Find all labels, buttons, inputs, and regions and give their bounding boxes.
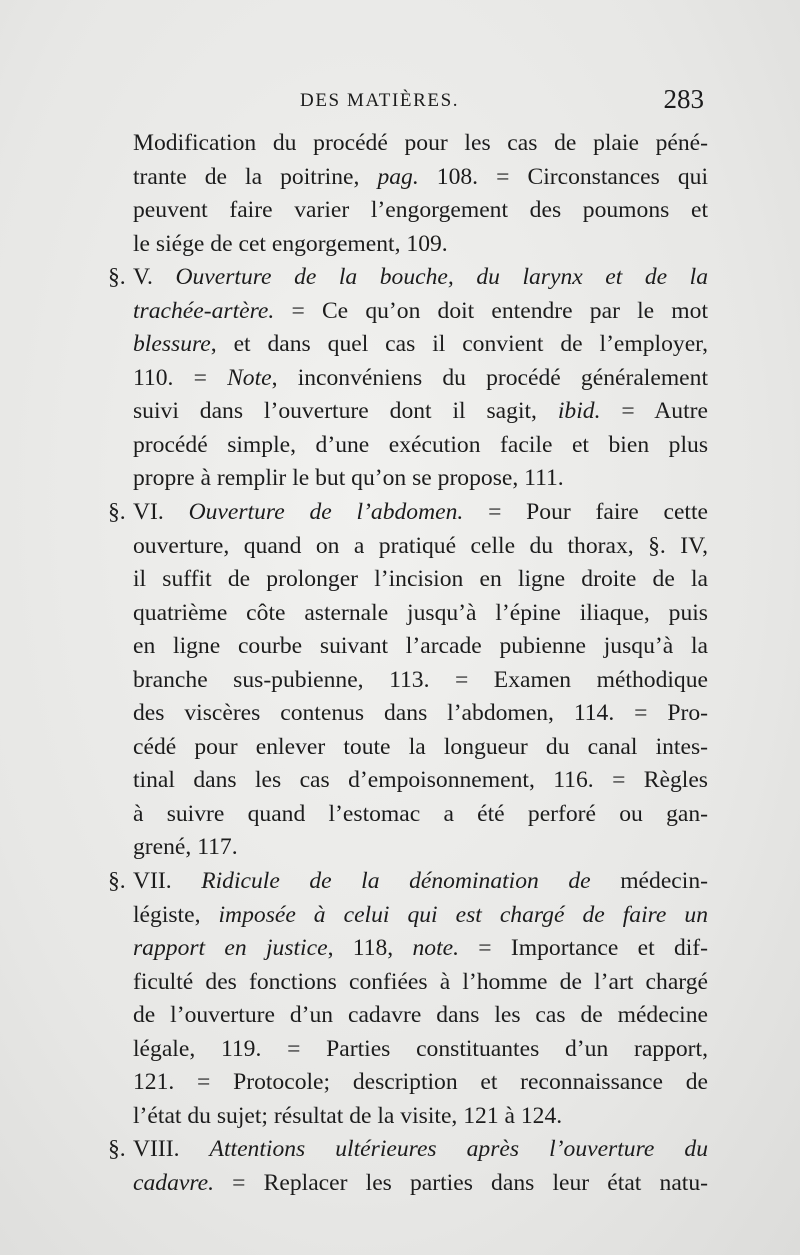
text-line — [108, 932, 708, 966]
section-heading-line — [108, 865, 708, 899]
text-run: de l’ouverture d’un cadavre dans les cas de médecine — [133, 1002, 708, 1029]
text-run: , inconvéniens du procédé généralement — [271, 364, 708, 391]
section-mark: §. — [108, 1136, 126, 1163]
text-line — [108, 798, 708, 832]
italic-text: Ridicule de la dénomination de — [201, 868, 591, 895]
text-run: = Replacer les parties dans leur état natu- — [214, 1169, 708, 1196]
text-line — [108, 697, 708, 731]
italic-text: note. — [412, 935, 459, 962]
text-run: ouverture, quand on a pratiqué celle du thorax, §. IV, — [133, 532, 708, 559]
text-run: peuvent faire varier l’engorgement des poumons et — [133, 197, 708, 224]
text-line — [108, 328, 708, 362]
text-run: en ligne courbe suivant l’arcade pubienne jusqu’à la — [133, 633, 708, 660]
text-run: 108. = Circonstances qui — [418, 163, 708, 190]
text-run: Modification du procédé pour les cas de plaie péné- — [133, 130, 708, 156]
italic-text: blessure — [133, 331, 211, 358]
text-run: suivi dans l’ouverture dont il sagit, — [133, 398, 558, 425]
text-run: l’état du sujet; résultat de la visite, 121 à 124. — [133, 1102, 563, 1129]
text-run: = Ce qu’on doit entendre par le mot — [274, 297, 708, 324]
text-line — [108, 597, 708, 631]
text-run: V. — [133, 264, 176, 291]
text-line — [108, 1033, 708, 1067]
text-run: légale, 119. = Parties constituantes d’un rapport, — [133, 1035, 708, 1062]
text-line — [108, 1066, 708, 1100]
text-run: VIII. — [133, 1136, 210, 1163]
section-mark: §. — [108, 264, 126, 291]
text-line — [108, 429, 708, 463]
text-run: = Pour faire cette — [463, 499, 708, 526]
italic-text: rapport en justice — [133, 935, 328, 962]
italic-text: cadavre. — [133, 1169, 215, 1196]
text-run: , 118, — [327, 935, 413, 962]
text-line — [108, 630, 708, 664]
text-line — [108, 1167, 708, 1201]
text-line — [108, 161, 708, 195]
text-run: branche sus-pubienne, 113. = Examen méthodique — [133, 666, 708, 693]
text-run: VI. — [133, 499, 189, 526]
text-line — [108, 999, 708, 1033]
text-run: à suivre quand l’estomac a été perforé ou gan- — [133, 800, 708, 827]
italic-text: ibid. — [557, 398, 601, 425]
text-run: il suffit de prolonger l’incision en ligne droite de la — [133, 566, 708, 593]
text-run: = Autre — [600, 398, 708, 425]
text-run: VII. — [133, 868, 202, 895]
italic-text: trachée-artère. — [133, 297, 275, 324]
text-line — [108, 731, 708, 765]
text-run: le siége de cet engorgement, 109. — [133, 230, 448, 257]
text-line — [108, 127, 708, 161]
text-line — [108, 966, 708, 1000]
text-run: médecin- — [590, 868, 708, 895]
text-line — [108, 899, 708, 933]
running-head-title: DES MATIÈRES. — [300, 90, 460, 111]
text-line — [108, 1100, 708, 1134]
running-head — [110, 84, 706, 118]
text-run: cédé pour enlever toute la longueur du canal intes- — [133, 733, 708, 760]
text-line — [108, 462, 708, 496]
section-heading-line — [108, 496, 708, 530]
text-line — [108, 764, 708, 798]
text-run: procédé simple, d’une exécution facile et bien plus — [133, 431, 708, 458]
italic-text: Ouverture de l’abdomen. — [188, 499, 464, 526]
italic-text: Note — [227, 364, 272, 391]
text-run: = Importance et dif- — [459, 935, 709, 962]
index-text-body — [108, 127, 708, 1201]
page-number: 283 — [663, 84, 704, 114]
text-line — [108, 362, 708, 396]
text-run: 110. = — [133, 364, 228, 391]
italic-text: imposée à celui qui est chargé de faire un — [218, 901, 709, 928]
text-line — [108, 530, 708, 564]
text-run: 121. = Protocole; description et reconnaissance de — [133, 1069, 708, 1096]
text-run: des viscères contenus dans l’abdomen, 114. = Pro- — [133, 700, 708, 727]
text-line — [108, 194, 708, 228]
section-heading-line — [108, 1133, 708, 1167]
text-run: trante de la poitrine, — [133, 163, 378, 190]
text-run: , et dans quel cas il convient de l’employer, — [210, 331, 708, 358]
text-run: propre à remplir le but qu’on se propose, 111. — [133, 465, 564, 492]
text-line — [108, 664, 708, 698]
section-mark: §. — [108, 499, 126, 526]
italic-text: Ouverture de la bouche, du larynx et de la — [175, 264, 708, 291]
section-mark: §. — [108, 868, 126, 895]
italic-text: Attentions ultérieures après l’ouverture du — [209, 1136, 708, 1163]
text-line — [108, 563, 708, 597]
text-line — [108, 831, 708, 865]
text-line — [108, 295, 708, 329]
text-line — [108, 395, 708, 429]
section-heading-line — [108, 261, 708, 295]
text-run: légiste, — [133, 901, 219, 928]
text-run: grené, 117. — [133, 834, 238, 861]
text-run: ficulté des fonctions confiées à l’homme de l’art chargé — [133, 968, 708, 995]
text-line — [108, 228, 708, 262]
italic-text: pag. — [377, 163, 419, 190]
text-run: quatrième côte asternale jusqu’à l’épine iliaque, puis — [133, 599, 708, 626]
text-run: tinal dans les cas d’empoisonnement, 116. = Règles — [133, 767, 708, 794]
